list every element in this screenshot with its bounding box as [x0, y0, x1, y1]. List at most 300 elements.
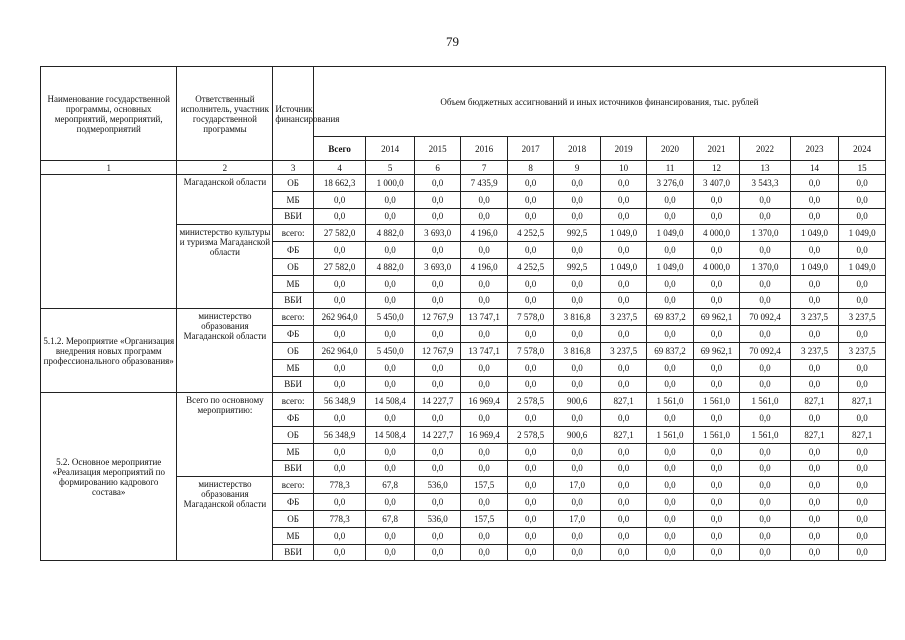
year-value-cell: 1 049,0	[790, 258, 839, 275]
year-value-cell: 827,1	[790, 426, 839, 443]
year-value-cell: 0,0	[740, 544, 791, 561]
total-cell: 0,0	[313, 326, 366, 343]
program-name-cell: 5.1.2. Мероприятие «Организация внедрения новых программ профессионального образования»	[41, 309, 177, 393]
year-value-cell: 3 276,0	[647, 175, 693, 192]
year-value-cell: 0,0	[414, 326, 460, 343]
year-value-cell: 0,0	[600, 292, 646, 309]
year-value-cell: 0,0	[554, 410, 600, 427]
year-value-cell: 67,8	[366, 510, 415, 527]
year-value-cell: 0,0	[647, 326, 693, 343]
year-value-cell: 0,0	[790, 460, 839, 477]
source-cell: ВБИ	[273, 460, 313, 477]
year-value-cell: 0,0	[507, 477, 553, 494]
source-cell: всего:	[273, 309, 313, 326]
header-year: 2016	[461, 137, 507, 161]
table-row	[41, 309, 886, 326]
year-value-cell: 0,0	[366, 527, 415, 544]
year-value-cell: 0,0	[366, 359, 415, 376]
total-cell: 0,0	[313, 359, 366, 376]
year-value-cell: 0,0	[839, 326, 886, 343]
source-cell: МБ	[273, 527, 313, 544]
year-value-cell: 3 237,5	[600, 342, 646, 359]
year-value-cell: 0,0	[600, 443, 646, 460]
year-value-cell: 2 578,5	[507, 426, 553, 443]
year-value-cell: 0,0	[600, 510, 646, 527]
year-value-cell: 0,0	[790, 544, 839, 561]
year-value-cell: 0,0	[740, 410, 791, 427]
year-value-cell: 0,0	[600, 359, 646, 376]
year-value-cell: 0,0	[554, 359, 600, 376]
year-value-cell: 69 837,2	[647, 309, 693, 326]
column-number: 8	[507, 161, 553, 175]
year-value-cell: 0,0	[839, 292, 886, 309]
year-value-cell: 7 578,0	[507, 309, 553, 326]
total-cell: 0,0	[313, 292, 366, 309]
year-value-cell: 3 237,5	[790, 309, 839, 326]
year-value-cell: 3 693,0	[414, 225, 460, 242]
table-row	[41, 393, 886, 410]
year-value-cell: 0,0	[790, 292, 839, 309]
year-value-cell: 827,1	[600, 393, 646, 410]
year-value-cell: 0,0	[839, 242, 886, 259]
year-value-cell: 0,0	[647, 477, 693, 494]
year-value-cell: 0,0	[647, 544, 693, 561]
year-value-cell: 0,0	[461, 544, 507, 561]
year-value-cell: 0,0	[461, 191, 507, 208]
header-year: 2021	[693, 137, 739, 161]
year-value-cell: 3 237,5	[839, 309, 886, 326]
source-cell: ФБ	[273, 494, 313, 511]
year-value-cell: 3 407,0	[693, 175, 739, 192]
header-volume: Объем бюджетных ассигнований и иных источников финансирования, тыс. рублей	[313, 67, 885, 137]
year-value-cell: 157,5	[461, 477, 507, 494]
year-value-cell: 0,0	[414, 292, 460, 309]
year-value-cell: 0,0	[461, 275, 507, 292]
column-number-row	[41, 161, 886, 175]
source-cell: ФБ	[273, 242, 313, 259]
source-cell: ОБ	[273, 175, 313, 192]
total-cell: 0,0	[313, 410, 366, 427]
header-source: Источник финансирования	[273, 67, 313, 161]
year-value-cell: 827,1	[839, 393, 886, 410]
total-cell: 0,0	[313, 460, 366, 477]
year-value-cell: 0,0	[507, 175, 553, 192]
year-value-cell: 0,0	[647, 460, 693, 477]
year-value-cell: 0,0	[600, 494, 646, 511]
year-value-cell: 0,0	[414, 460, 460, 477]
year-value-cell: 0,0	[507, 443, 553, 460]
year-value-cell: 67,8	[366, 477, 415, 494]
year-value-cell: 0,0	[461, 443, 507, 460]
year-value-cell: 0,0	[647, 410, 693, 427]
year-value-cell: 0,0	[554, 443, 600, 460]
year-value-cell: 0,0	[647, 443, 693, 460]
year-value-cell: 0,0	[790, 326, 839, 343]
year-value-cell: 0,0	[600, 527, 646, 544]
year-value-cell: 0,0	[414, 544, 460, 561]
year-value-cell: 13 747,1	[461, 309, 507, 326]
year-value-cell: 0,0	[647, 292, 693, 309]
budget-table	[40, 66, 886, 561]
source-cell: МБ	[273, 443, 313, 460]
year-value-cell: 827,1	[600, 426, 646, 443]
year-value-cell: 0,0	[554, 191, 600, 208]
year-value-cell: 3 237,5	[790, 342, 839, 359]
year-value-cell: 1 561,0	[693, 393, 739, 410]
total-cell: 0,0	[313, 208, 366, 225]
source-cell: ОБ	[273, 426, 313, 443]
year-value-cell: 0,0	[839, 443, 886, 460]
year-value-cell: 0,0	[600, 326, 646, 343]
year-value-cell: 0,0	[740, 477, 791, 494]
year-value-cell: 16 969,4	[461, 426, 507, 443]
year-value-cell: 1 370,0	[740, 225, 791, 242]
year-value-cell: 3 693,0	[414, 258, 460, 275]
year-value-cell: 0,0	[554, 494, 600, 511]
year-value-cell: 0,0	[366, 544, 415, 561]
year-value-cell: 0,0	[366, 292, 415, 309]
year-value-cell: 1 561,0	[693, 426, 739, 443]
year-value-cell: 0,0	[740, 510, 791, 527]
total-cell: 0,0	[313, 191, 366, 208]
executor-cell: Всего по основному мероприятию:	[177, 393, 273, 477]
year-value-cell: 1 049,0	[600, 225, 646, 242]
year-value-cell: 0,0	[693, 477, 739, 494]
source-cell: ВБИ	[273, 292, 313, 309]
year-value-cell: 0,0	[507, 527, 553, 544]
source-cell: всего:	[273, 477, 313, 494]
year-value-cell: 0,0	[414, 191, 460, 208]
year-value-cell: 0,0	[647, 191, 693, 208]
total-cell: 56 348,9	[313, 393, 366, 410]
year-value-cell: 5 450,0	[366, 309, 415, 326]
total-cell: 0,0	[313, 376, 366, 393]
year-value-cell: 4 252,5	[507, 258, 553, 275]
year-value-cell: 0,0	[693, 326, 739, 343]
header-year: 2024	[839, 137, 886, 161]
year-value-cell: 0,0	[693, 275, 739, 292]
year-value-cell: 157,5	[461, 510, 507, 527]
year-value-cell: 0,0	[790, 510, 839, 527]
page-number: 79	[446, 34, 459, 49]
column-number: 2	[177, 161, 273, 175]
year-value-cell: 0,0	[790, 443, 839, 460]
program-name-cell	[41, 175, 177, 309]
year-value-cell: 0,0	[740, 359, 791, 376]
year-value-cell: 0,0	[693, 443, 739, 460]
header-year: 2022	[740, 137, 791, 161]
year-value-cell: 0,0	[600, 410, 646, 427]
year-value-cell: 0,0	[366, 494, 415, 511]
year-value-cell: 3 816,8	[554, 309, 600, 326]
column-number: 9	[554, 161, 600, 175]
total-cell: 262 964,0	[313, 309, 366, 326]
year-value-cell: 4 196,0	[461, 225, 507, 242]
executor-cell: министерство образования Магаданской области	[177, 477, 273, 561]
header-total: Всего	[313, 137, 366, 161]
total-cell: 0,0	[313, 494, 366, 511]
total-cell: 778,3	[313, 510, 366, 527]
year-value-cell: 1 049,0	[647, 225, 693, 242]
year-value-cell: 0,0	[740, 326, 791, 343]
year-value-cell: 0,0	[740, 191, 791, 208]
year-value-cell: 0,0	[693, 527, 739, 544]
year-value-cell: 1 561,0	[740, 426, 791, 443]
year-value-cell: 17,0	[554, 477, 600, 494]
year-value-cell: 0,0	[554, 460, 600, 477]
executor-cell: министерство образования Магаданской области	[177, 309, 273, 393]
year-value-cell: 0,0	[647, 208, 693, 225]
year-value-cell: 0,0	[461, 326, 507, 343]
year-value-cell: 0,0	[414, 275, 460, 292]
source-cell: МБ	[273, 191, 313, 208]
year-value-cell: 0,0	[554, 275, 600, 292]
year-value-cell: 0,0	[414, 208, 460, 225]
year-value-cell: 0,0	[647, 510, 693, 527]
year-value-cell: 70 092,4	[740, 309, 791, 326]
source-cell: ВБИ	[273, 544, 313, 561]
year-value-cell: 13 747,1	[461, 342, 507, 359]
column-number: 3	[273, 161, 313, 175]
year-value-cell: 1 561,0	[740, 393, 791, 410]
year-value-cell: 0,0	[600, 175, 646, 192]
year-value-cell: 0,0	[414, 527, 460, 544]
column-number: 12	[693, 161, 739, 175]
year-value-cell: 0,0	[790, 477, 839, 494]
year-value-cell: 5 450,0	[366, 342, 415, 359]
header-year: 2014	[366, 137, 415, 161]
year-value-cell: 0,0	[600, 242, 646, 259]
year-value-cell: 900,6	[554, 393, 600, 410]
year-value-cell: 16 969,4	[461, 393, 507, 410]
year-value-cell: 0,0	[790, 175, 839, 192]
year-value-cell: 0,0	[790, 410, 839, 427]
year-value-cell: 14 227,7	[414, 426, 460, 443]
year-value-cell: 0,0	[790, 376, 839, 393]
year-value-cell: 0,0	[790, 275, 839, 292]
year-value-cell: 0,0	[366, 208, 415, 225]
year-value-cell: 7 578,0	[507, 342, 553, 359]
year-value-cell: 0,0	[366, 275, 415, 292]
header-year: 2017	[507, 137, 553, 161]
year-value-cell: 0,0	[693, 494, 739, 511]
year-value-cell: 0,0	[507, 191, 553, 208]
header-executor: Ответственный исполнитель, участник государственной программы	[177, 67, 273, 161]
year-value-cell: 4 882,0	[366, 258, 415, 275]
year-value-cell: 70 092,4	[740, 342, 791, 359]
year-value-cell: 69 962,1	[693, 342, 739, 359]
year-value-cell: 0,0	[790, 242, 839, 259]
year-value-cell: 0,0	[507, 208, 553, 225]
year-value-cell: 0,0	[366, 242, 415, 259]
year-value-cell: 0,0	[461, 527, 507, 544]
header-year: 2015	[414, 137, 460, 161]
year-value-cell: 0,0	[554, 175, 600, 192]
year-value-cell: 0,0	[366, 326, 415, 343]
year-value-cell: 0,0	[839, 460, 886, 477]
column-number: 4	[313, 161, 366, 175]
year-value-cell: 0,0	[839, 544, 886, 561]
year-value-cell: 3 237,5	[600, 309, 646, 326]
year-value-cell: 0,0	[693, 544, 739, 561]
year-value-cell: 0,0	[647, 359, 693, 376]
year-value-cell: 0,0	[507, 292, 553, 309]
source-cell: ВБИ	[273, 208, 313, 225]
year-value-cell: 69 837,2	[647, 342, 693, 359]
year-value-cell: 0,0	[600, 208, 646, 225]
year-value-cell: 0,0	[554, 527, 600, 544]
year-value-cell: 0,0	[740, 527, 791, 544]
year-value-cell: 0,0	[740, 292, 791, 309]
year-value-cell: 0,0	[507, 275, 553, 292]
year-value-cell: 0,0	[839, 208, 886, 225]
year-value-cell: 0,0	[507, 376, 553, 393]
executor-cell: Магаданской области	[177, 175, 273, 225]
year-value-cell: 0,0	[839, 410, 886, 427]
year-value-cell: 0,0	[554, 208, 600, 225]
source-cell: всего:	[273, 393, 313, 410]
year-value-cell: 992,5	[554, 258, 600, 275]
year-value-cell: 827,1	[790, 393, 839, 410]
total-cell: 27 582,0	[313, 225, 366, 242]
year-value-cell: 4 252,5	[507, 225, 553, 242]
year-value-cell: 0,0	[693, 460, 739, 477]
source-cell: МБ	[273, 359, 313, 376]
year-value-cell: 4 196,0	[461, 258, 507, 275]
year-value-cell: 0,0	[461, 208, 507, 225]
year-value-cell: 1 561,0	[647, 393, 693, 410]
year-value-cell: 0,0	[647, 275, 693, 292]
year-value-cell: 827,1	[839, 426, 886, 443]
year-value-cell: 0,0	[461, 460, 507, 477]
executor-cell: министерство культуры и туризма Магаданской области	[177, 225, 273, 309]
column-number: 1	[41, 161, 177, 175]
year-value-cell: 536,0	[414, 477, 460, 494]
year-value-cell: 0,0	[839, 376, 886, 393]
year-value-cell: 12 767,9	[414, 342, 460, 359]
year-value-cell: 0,0	[461, 292, 507, 309]
year-value-cell: 992,5	[554, 225, 600, 242]
year-value-cell: 7 435,9	[461, 175, 507, 192]
year-value-cell: 0,0	[647, 527, 693, 544]
year-value-cell: 0,0	[740, 494, 791, 511]
year-value-cell: 0,0	[414, 359, 460, 376]
year-value-cell: 0,0	[740, 460, 791, 477]
total-cell: 778,3	[313, 477, 366, 494]
total-cell: 56 348,9	[313, 426, 366, 443]
year-value-cell: 0,0	[693, 292, 739, 309]
year-value-cell: 0,0	[507, 460, 553, 477]
year-value-cell: 1 049,0	[839, 225, 886, 242]
header-year: 2018	[554, 137, 600, 161]
year-value-cell: 0,0	[693, 410, 739, 427]
year-value-cell: 1 049,0	[790, 225, 839, 242]
year-value-cell: 0,0	[790, 527, 839, 544]
column-number: 11	[647, 161, 693, 175]
year-value-cell: 0,0	[647, 242, 693, 259]
year-value-cell: 0,0	[740, 275, 791, 292]
year-value-cell: 0,0	[554, 242, 600, 259]
year-value-cell: 0,0	[554, 544, 600, 561]
source-cell: МБ	[273, 275, 313, 292]
header-year: 2023	[790, 137, 839, 161]
year-value-cell: 0,0	[693, 510, 739, 527]
total-cell: 0,0	[313, 275, 366, 292]
year-value-cell: 14 227,7	[414, 393, 460, 410]
total-cell: 0,0	[313, 544, 366, 561]
column-number: 14	[790, 161, 839, 175]
year-value-cell: 1 049,0	[839, 258, 886, 275]
year-value-cell: 0,0	[600, 544, 646, 561]
source-cell: ОБ	[273, 258, 313, 275]
year-value-cell: 14 508,4	[366, 393, 415, 410]
year-value-cell: 0,0	[507, 359, 553, 376]
year-value-cell: 2 578,5	[507, 393, 553, 410]
header-year: 2019	[600, 137, 646, 161]
year-value-cell: 14 508,4	[366, 426, 415, 443]
year-value-cell: 0,0	[600, 275, 646, 292]
year-value-cell: 0,0	[693, 208, 739, 225]
year-value-cell: 0,0	[366, 376, 415, 393]
year-value-cell: 3 816,8	[554, 342, 600, 359]
year-value-cell: 0,0	[600, 477, 646, 494]
year-value-cell: 1 561,0	[647, 426, 693, 443]
year-value-cell: 0,0	[554, 326, 600, 343]
year-value-cell: 0,0	[414, 410, 460, 427]
year-value-cell: 0,0	[600, 460, 646, 477]
year-value-cell: 0,0	[366, 191, 415, 208]
year-value-cell: 17,0	[554, 510, 600, 527]
year-value-cell: 536,0	[414, 510, 460, 527]
year-value-cell: 4 000,0	[693, 258, 739, 275]
year-value-cell: 0,0	[507, 544, 553, 561]
year-value-cell: 0,0	[554, 292, 600, 309]
year-value-cell: 0,0	[693, 376, 739, 393]
year-value-cell: 1 370,0	[740, 258, 791, 275]
year-value-cell: 0,0	[693, 191, 739, 208]
year-value-cell: 0,0	[839, 359, 886, 376]
year-value-cell: 0,0	[366, 460, 415, 477]
column-number: 7	[461, 161, 507, 175]
year-value-cell: 0,0	[507, 410, 553, 427]
source-cell: ОБ	[273, 510, 313, 527]
year-value-cell: 0,0	[740, 376, 791, 393]
year-value-cell: 0,0	[839, 191, 886, 208]
year-value-cell: 0,0	[461, 410, 507, 427]
year-value-cell: 0,0	[740, 443, 791, 460]
year-value-cell: 0,0	[507, 242, 553, 259]
year-value-cell: 0,0	[839, 527, 886, 544]
year-value-cell: 0,0	[414, 376, 460, 393]
year-value-cell: 0,0	[461, 494, 507, 511]
year-value-cell: 0,0	[414, 443, 460, 460]
total-cell: 0,0	[313, 443, 366, 460]
year-value-cell: 0,0	[600, 376, 646, 393]
year-value-cell: 0,0	[600, 191, 646, 208]
year-value-cell: 1 049,0	[600, 258, 646, 275]
year-value-cell: 0,0	[507, 326, 553, 343]
column-number: 13	[740, 161, 791, 175]
year-value-cell: 12 767,9	[414, 309, 460, 326]
total-cell: 0,0	[313, 242, 366, 259]
year-value-cell: 0,0	[366, 410, 415, 427]
year-value-cell: 0,0	[647, 494, 693, 511]
year-value-cell: 1 049,0	[647, 258, 693, 275]
total-cell: 0,0	[313, 527, 366, 544]
header-name: Наименование государственной программы, основных мероприятий, мероприятий, подмероприятий	[41, 67, 177, 161]
year-value-cell: 0,0	[461, 242, 507, 259]
year-value-cell: 0,0	[790, 359, 839, 376]
